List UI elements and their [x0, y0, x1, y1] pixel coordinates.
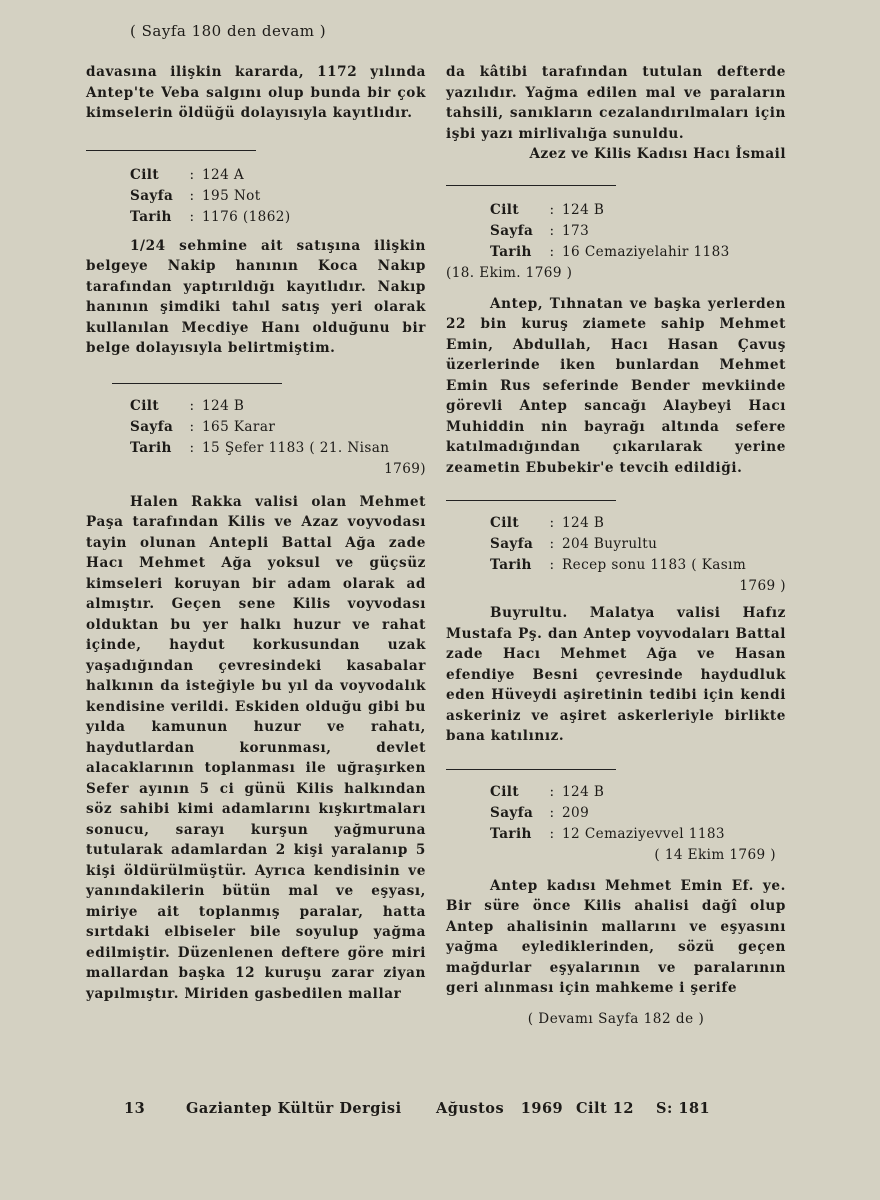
section-divider	[446, 185, 616, 186]
right-intro-paragraph: da kâtibi tarafından tutulan defterde yazılıdır. Yağma edilen mal ve paraların tahsili, sanıkların cezalandırılmaları için işbi yazı mirlivalığa sunuldu.	[446, 64, 786, 142]
sayfa-value: 204 Buyrultu	[562, 536, 658, 552]
record-body: Antep, Tıhnatan ve başka yerlerden 22 bin kuruş ziamete sahip Mehmet Emin, Abdullah, Hacı Hasan Çavuş üzerlerinde iken bunlardan Mehmet Emin Rus seferinde Bender mevkiinde görevli Antep sancağı Alaybeyi Hacı Muhiddin nin bayrağı altında sefere katılmadığından çıkarılarak yerine zeametin Ebubekir'e tevcih edildiği.	[446, 295, 786, 476]
journal-name: Gaziantep Kültür Dergisi	[186, 1100, 402, 1117]
signature-line: Azez ve Kilis Kadısı Hacı İsmail	[529, 146, 786, 162]
record-body: Halen Rakka valisi olan Mehmet Paşa tarafından Kilis ve Azaz voyvodası tayin olunan Antepli Battal Ağa zade Hacı Mehmet Ağa yoksul ve güçsüz kimseleri koruyan bir adam olarak ad almıştır. Geçen sene Kilis voyvodası olduktan bu yer halkı huzur ve rahat içinde, haydut korkusundan uzak yaşadığından çevresindeki kasabalar halkının da isteğiyle bu yıl da voyvodalık kendisine verildi. Eskiden olduğu gibi bu yılda kamunun huzur ve rahatı, haydutlardan korunması, devlet alacaklarının toplanması ile uğraşırken Sefer ayının 5 ci günü Kilis halkından söz sahibi kimi adamlarını kışkırtmaları sonucu, sarayı kurşun yağmuruna tutularak adamlardan 2 kişi yaralanıp 5 kişi öldürülmüştür. Ayrıca kendisinin ve yanındakilerin bütün mal ve eşyası, miriye ait toplanmış paralar, hatta sırtdaki elbiseler bile soyulup yağma edilmiştir. Düzenlenen deftere göre miri mallardan başka 12 kuruşu zarar ziyan yapılmıştır. Miriden gasbedilen mallar	[86, 493, 426, 1002]
left-intro-paragraph: davasına ilişkin kararda, 1172 yılında Antep'te Veba salgını olup bunda bir çok kimselerin öldüğü dolayısıyla kayıtlıdır.	[86, 64, 426, 121]
tarih-value: 16 Cemaziyelahir 1183	[562, 243, 730, 260]
record-body: Antep kadısı Mehmet Emin Ef. ye. Bir süre önce Kilis ahalisi dağî olup Antep ahalisinin mallarını ve eşyasını yağma eylediklerinden, sözü geçen mağdurlar eşyalarının ve paralarının geri alınması için mahkeme i şerife	[446, 877, 786, 996]
sayfa-label: Sayfa	[490, 804, 534, 821]
tarih-extra: (18. Ekim. 1769 )	[446, 264, 573, 281]
cilt-label: Cilt	[490, 515, 520, 531]
cilt-label: Cilt	[130, 166, 160, 183]
tarih-label: Tarih	[490, 243, 532, 260]
continued-on-note: ( Devamı Sayfa 182 de )	[527, 1010, 705, 1027]
page-footer	[124, 1100, 724, 1117]
sayfa-label: Sayfa	[130, 187, 174, 204]
tarih-extra: 1769)	[384, 460, 426, 477]
tarih-value: Recep sonu 1183 ( Kasım	[562, 557, 747, 573]
page-number: 13	[124, 1100, 146, 1117]
volume-number: Cilt 12	[576, 1100, 634, 1117]
sayfa-value: 195 Not	[202, 187, 261, 204]
sayfa-value: 173	[562, 222, 590, 239]
record-meta: Cilt : 124 B Sayfa : 209 Tarih : 12 Cemaziyevvel 1183 ( 14 Ekim 1769 )	[490, 782, 786, 866]
record-meta: Cilt : 124 A Sayfa : 195 Not Tarih : 1176 (1862)	[130, 165, 426, 228]
section-divider	[446, 769, 616, 770]
tarih-label: Tarih	[130, 439, 172, 456]
cilt-label: Cilt	[130, 397, 160, 414]
continued-from-note: ( Sayfa 180 den devam )	[130, 22, 327, 40]
cilt-value: 124 A	[202, 166, 245, 183]
section-divider	[446, 500, 616, 501]
record-meta: Cilt : 124 B Sayfa : 173 Tarih : 16 Cemaziyelahir 1183 (18. Ekim. 1769 )	[446, 200, 786, 284]
section-divider	[112, 383, 282, 384]
sayfa-label: Sayfa	[490, 536, 534, 552]
record-meta: Cilt : 124 B Sayfa : 204 Buyrultu Tarih : Recep sonu 1183 ( Kasım 1769 )	[490, 513, 786, 597]
record-meta: Cilt : 124 B Sayfa : 165 Karar Tarih : 15 Şefer 1183 ( 21. Nisan 1769)	[130, 396, 426, 480]
sayfa-value: 165 Karar	[202, 418, 276, 435]
tarih-value: 12 Cemaziyevvel 1183	[562, 825, 725, 842]
tarih-extra: 1769 )	[739, 578, 786, 594]
cilt-label: Cilt	[490, 783, 520, 800]
tarih-label: Tarih	[130, 208, 172, 225]
section-divider	[86, 150, 256, 151]
left-column	[86, 62, 426, 1004]
record-body: 1/24 sehmine ait satışına ilişkin belgeye Nakip hanının Koca Nakıp tarafından yaptırıldığı kayıtlıdır. Nakıp hanının şimdiki tahıl satış yeri olarak kullanılan Mecdiye Hanı olduğunu bir belge dolayısıyla belirtmiştim.	[86, 237, 426, 356]
tarih-label: Tarih	[490, 557, 532, 573]
tarih-extra: ( 14 Ekim 1769 )	[654, 846, 776, 863]
cilt-value: 124 B	[562, 783, 605, 800]
sayfa-label: Sayfa	[490, 222, 534, 239]
tarih-label: Tarih	[490, 825, 532, 842]
cilt-value: 124 B	[562, 201, 605, 218]
record-body: Buyrultu. Malatya valisi Hafız Mustafa Pş. dan Antep voyvodaları Battal zade Hacı Mehmet Ağa ve Hasan efendiye Besni çevresinde haydudluk eden Hüveydi aşiretinin tedibi için kendi askeriniz ve aşiret askerleriyle birlikte bana katılınız.	[446, 605, 786, 744]
sayfa-label: Sayfa	[130, 418, 174, 435]
sayfa-value: 209	[562, 804, 590, 821]
right-column	[446, 62, 786, 1027]
tarih-value: 15 Şefer 1183 ( 21. Nisan	[202, 439, 390, 456]
issue-date: Ağustos 1969	[436, 1100, 564, 1117]
cilt-label: Cilt	[490, 201, 520, 218]
cilt-value: 124 B	[202, 397, 245, 414]
issue-number: S: 181	[656, 1100, 711, 1117]
cilt-value: 124 B	[562, 515, 605, 531]
tarih-value: 1176 (1862)	[202, 208, 291, 225]
